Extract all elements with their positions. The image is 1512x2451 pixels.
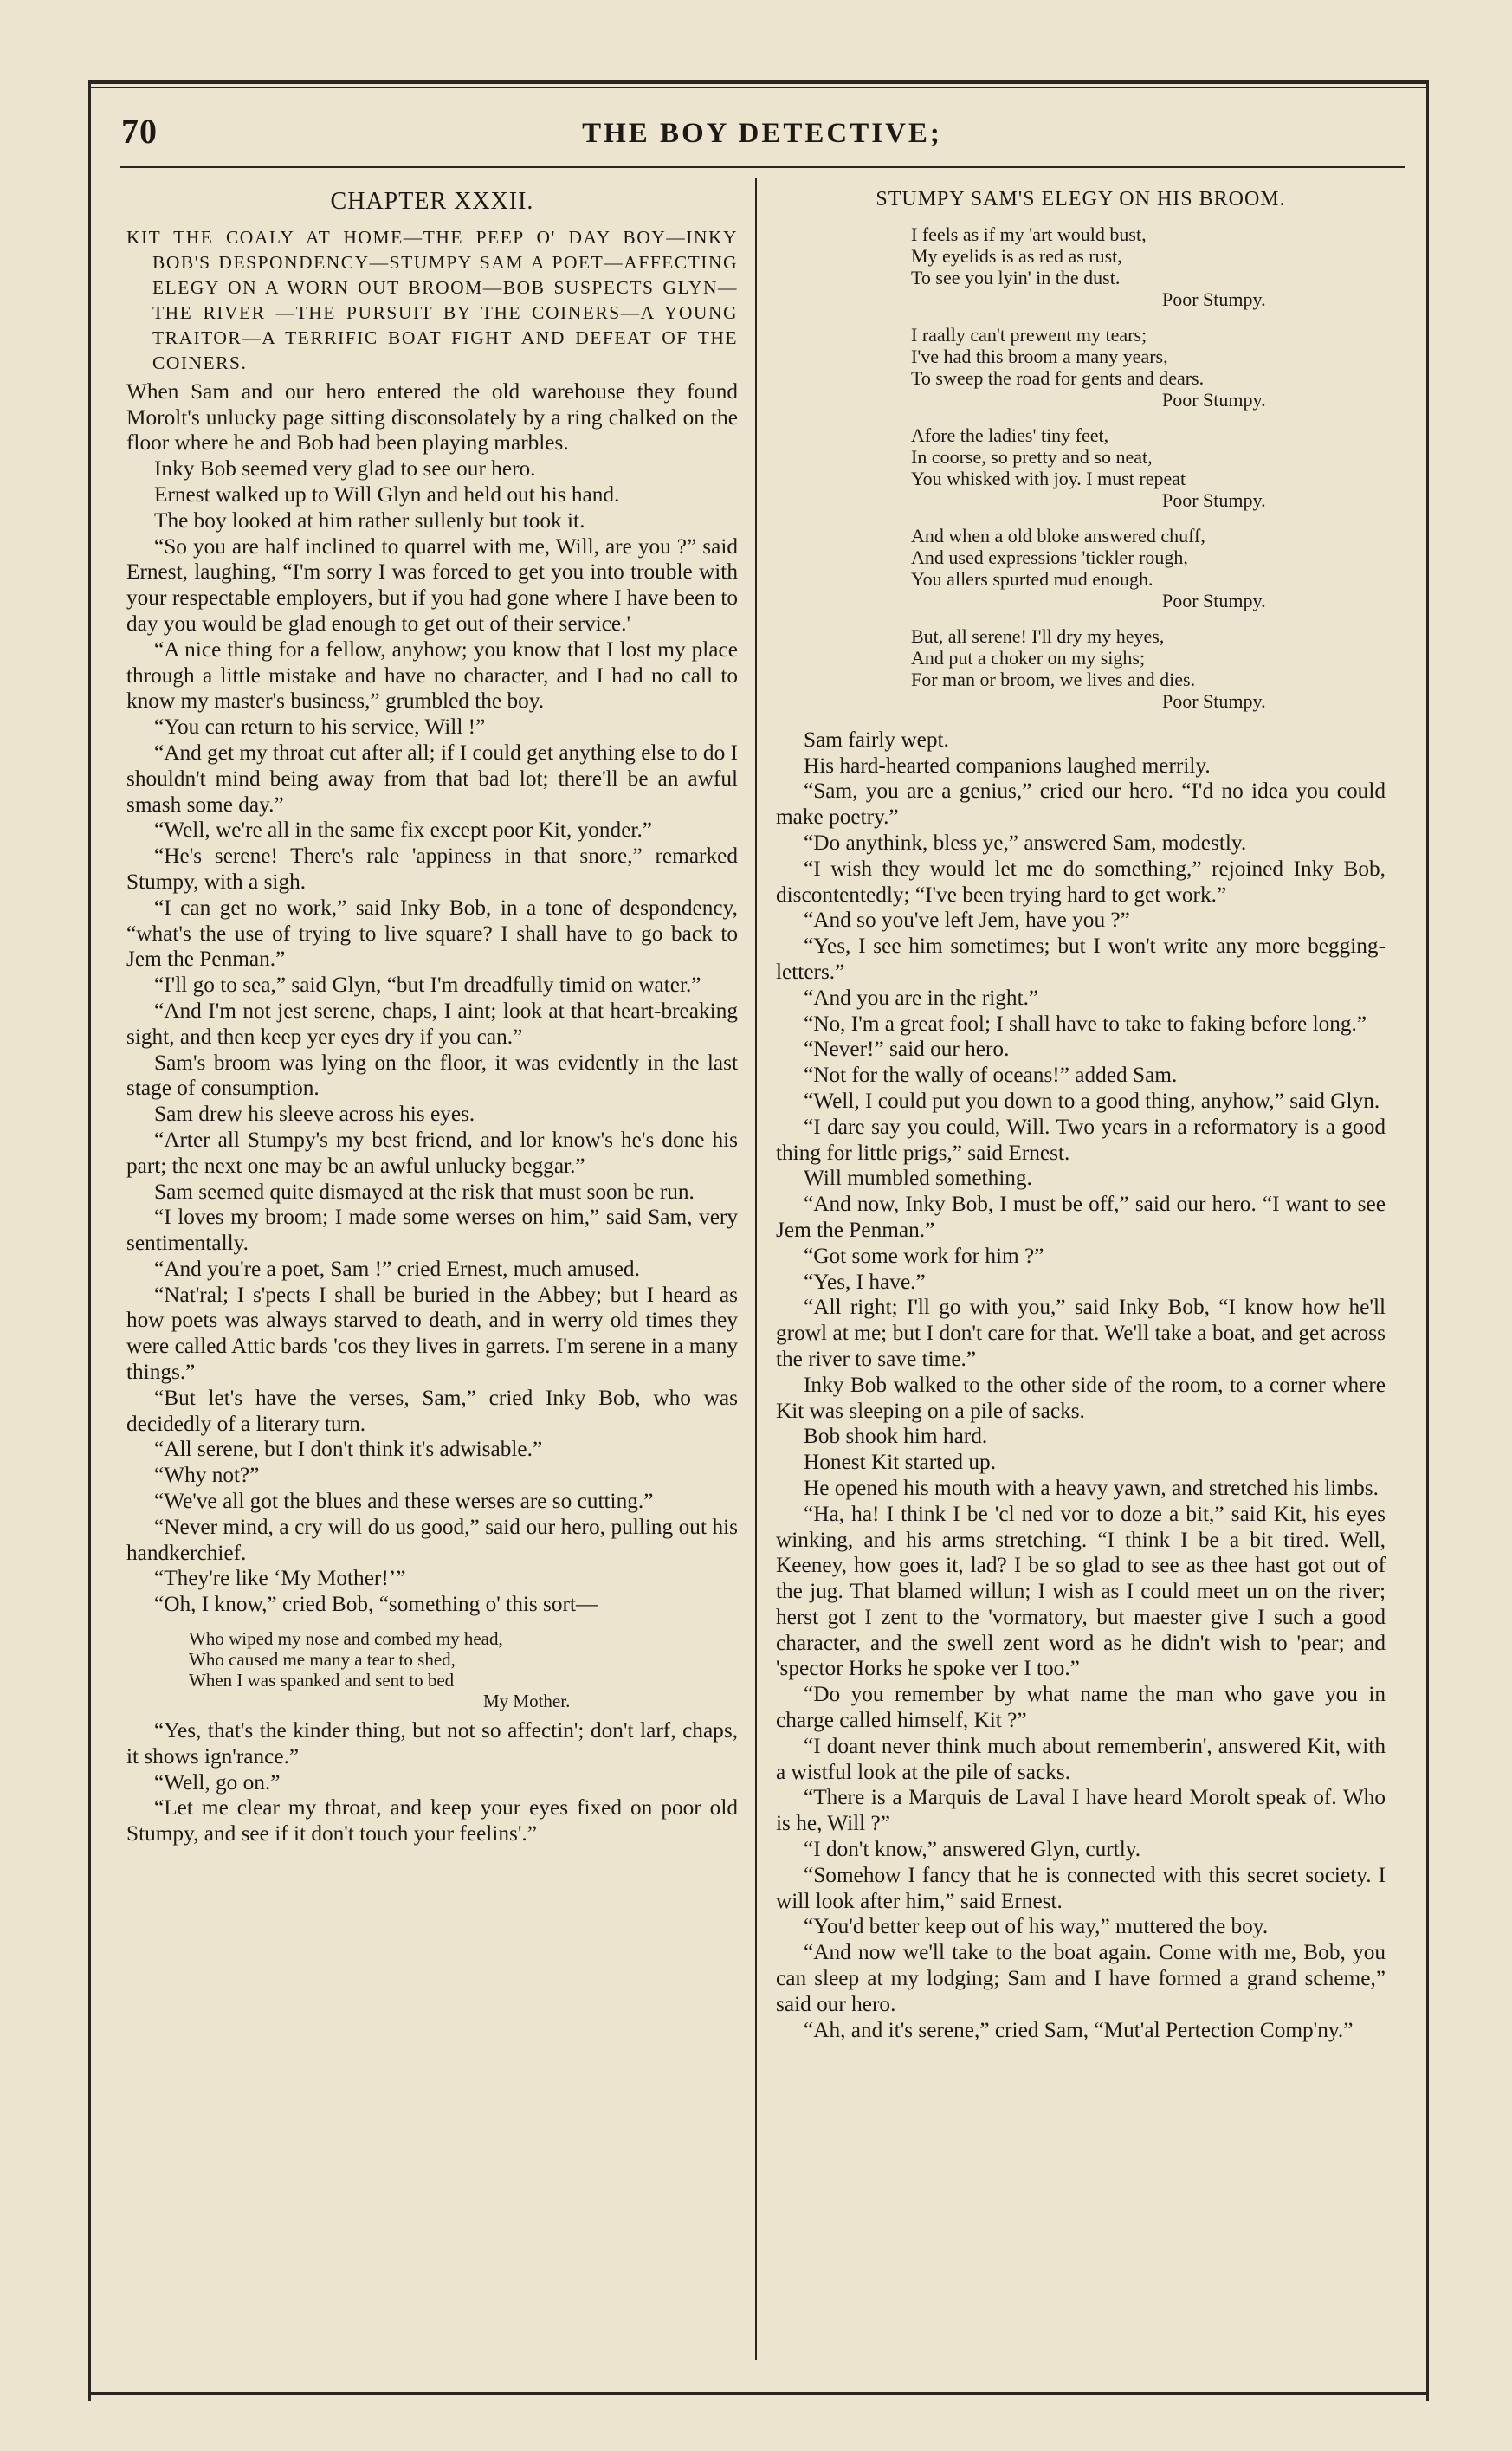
stanza-line: And when a old bloke answered chuff, [911,524,1205,546]
paragraph: “Well, go on.” [154,1769,281,1795]
paragraph: Inky Bob seemed very glad to see our hero. [154,456,536,482]
stanza-line: And put a choker on my sighs; [911,646,1146,669]
elegy-stanza [911,525,1386,611]
stanza-line: I feels as if my 'art would bust, [911,223,1147,245]
stanza-line: To see you lyin' in the dust. [911,266,1121,288]
stanza-line: You allers spurted mud enough. [911,567,1153,590]
paragraph: “Not for the wally of oceans!” added Sam. [804,1063,1178,1088]
paragraph: “Sam, you are a genius,” cried our hero. “I'd no idea you could make poetry.” [776,779,1386,830]
paragraph: “Well, I could put you down to a good thing, anyhow,” said Glyn. [804,1088,1380,1113]
paragraph: “Yes, I have.” [804,1269,926,1294]
verse-line: When I was spanked and sent to bed [189,1670,455,1691]
paragraph: Bob shook him hard. [804,1424,988,1449]
chapter-synopsis: KIT THE COALY AT HOME—THE PEEP O' DAY BOY—INKY BOB'S DESPONDENCY—STUMPY SAM A POET—AFFECTING ELEGY ON A WORN OUT BROOM—BOB SUSPECTS GLYN—THE RIVER —THE PURSUIT BY THE COINERS—A YOUNG TRAITOR—A TERRIFIC BOAT FIGHT AND DEFEAT OF THE COINERS. [126,226,738,373]
paragraph: He opened his mouth with a heavy yawn, and stretched his limbs. [804,1475,1379,1500]
stanza-line: And used expressions 'tickler rough, [911,546,1188,568]
stanza-line: For man or broom, we lives and dies. [911,668,1196,690]
paragraph: His hard-hearted companions laughed merrily. [804,753,1211,778]
paragraph: Inky Bob walked to the other side of the room, to a corner where Kit was sleeping on a pile of sacks. [776,1372,1386,1423]
stanza-refrain: Poor Stumpy. [1162,288,1266,310]
paragraph: “But let's have the verses, Sam,” cried Inky Bob, who was decidedly of a literary turn. [126,1385,738,1436]
elegy-title: STUMPY SAM'S ELEGY ON HIS BROOM. [876,188,1286,210]
page-number: 70 [121,112,158,151]
paragraph: Ernest walked up to Will Glyn and held out his hand. [154,482,620,507]
paragraph: “Arter all Stumpy's my best friend, and lor know's he's done his part; the next one may be an awful unlucky beggar.” [126,1127,738,1178]
paragraph: “There is a Marquis de Laval I have heard Morolt speak of. Who is he, Will ?” [776,1785,1386,1836]
paragraph: “And I'm not jest serene, chaps, I aint; look at that heart-breaking sight, and then keep yer eyes dry if you can.” [126,998,738,1049]
paragraph: Sam's broom was lying on the floor, it was evidently in the last stage of consumption. [126,1050,738,1101]
paragraph: “And now, Inky Bob, I must be off,” said our hero. “I want to see Jem the Penman.” [776,1192,1386,1242]
paragraph: “And so you've left Jem, have you ?” [804,908,1130,933]
paragraph: “Let me clear my throat, and keep your eyes fixed on poor old Stumpy, and see if it don't touch your feelins'.” [126,1795,738,1846]
paragraph: “Do anythink, bless ye,” answered Sam, modestly. [804,830,1247,855]
paragraph: Will mumbled something. [804,1166,1032,1191]
paragraph: “I wish they would let me do something,” rejoined Inky Bob, discontentedly; “I've been trying hard to get work.” [776,856,1386,907]
stanza-line: I raally can't prewent my tears; [911,323,1147,346]
paragraph: “No, I'm a great fool; I shall have to take to faking before long.” [804,1011,1367,1036]
elegy-stanza [911,625,1386,712]
paragraph: “I doant never think much about rememberin', answered Kit, with a wistful look at the pile of sacks. [776,1733,1386,1784]
stanza-line: But, all serene! I'll dry my heyes, [911,624,1165,647]
header-rule [120,166,1405,168]
paragraph: The boy looked at him rather sullenly but took it. [154,508,585,533]
chapter-title: CHAPTER XXXII. [330,188,534,215]
left-column [126,184,738,1847]
frame-left-rule [88,80,91,2401]
left-paragraphs-after-verse [126,1718,738,1847]
stanza-line: To sweep the road for gents and dears. [911,366,1205,389]
paragraph: “Never mind, a cry will do us good,” said our hero, pulling out his handkerchief. [126,1514,738,1565]
verse-refrain: My Mother. [483,1691,571,1712]
stanza-line: In coorse, so pretty and so neat, [911,445,1153,468]
paragraph: “I can get no work,” said Inky Bob, in a tone of despondency, “what's the use of trying to live square? I shall have to go back to Jem the Penman.” [126,895,738,972]
paragraph: Sam drew his sleeve across his eyes. [154,1102,475,1127]
stanza-refrain: Poor Stumpy. [1162,689,1266,712]
paragraph: “Somehow I fancy that he is connected with this secret society. I will look after him,” said Ernest. [776,1862,1386,1913]
paragraph: “Ah, and it's serene,” cried Sam, “Mut'al Pertection Comp'ny.” [804,2017,1354,2042]
paragraph: “And you are in the right.” [804,985,1039,1010]
paragraph: “Never!” said our hero. [804,1037,1010,1062]
paragraph: “A nice thing for a fellow, anyhow; you know that I lost my place through a little mistake and have no character, and I had no call to know my master's business,” grumbled the boy. [126,637,738,714]
paragraph: “So you are half inclined to quarrel with me, Will, are you ?” said Ernest, laughing, “I'm sorry I was forced to get you into trouble with your respectable employers, but if you had gone where I have been to day you would be glad enough to get out of their service.' [126,534,738,636]
paragraph: When Sam and our hero entered the old warehouse they found Morolt's unlucky page sitting disconsolately by a ring chalked on the floor where he and Bob had been playing marbles. [126,378,738,456]
stanza-refrain: Poor Stumpy. [1162,388,1266,411]
stanza-refrain: Poor Stumpy. [1162,488,1266,511]
paragraph: “They're like ‘My Mother!’” [154,1566,406,1591]
paragraph: “All right; I'll go with you,” said Inky Bob, “I know how he'll growl at me; but I don't care for that. We'll take a boat, and get across the river to save time.” [776,1295,1386,1371]
paragraph: “Well, we're all in the same fix except poor Kit, yonder.” [154,818,653,843]
mother-verse [189,1628,738,1711]
paragraph: “Ha, ha! I think I be 'cl ned vor to doze a bit,” said Kit, his eyes winking, and his arms stretching. “I think I be a bit tired. Well, Keeney, how goes it, lad? I be so glad to see as thee hast got out of the jug. That blamed willun; I wish as I could meet un on the river; herst got I zent to the 'vormatory, but maester give I such a good character, and the swell zent word as he didn't wish to 'pear; and 'spector Horks he spoke ver I too.” [776,1501,1386,1681]
paragraph: “Yes, that's the kinder thing, but not so affectin'; don't larf, chaps, it shows ign'rance.” [126,1718,738,1769]
elegy-stanza [911,424,1386,511]
paragraph: “Do you remember by what name the man who gave you in charge called himself, Kit ?” [776,1682,1386,1733]
right-paragraphs [776,728,1386,2044]
paragraph: “Oh, I know,” cried Bob, “something o' this sort— [154,1592,598,1617]
running-title: THE BOY DETECTIVE; [582,118,942,149]
paragraph: “We've all got the blues and these werses are so cutting.” [154,1489,654,1514]
frame-top-rule-thin [88,87,1429,88]
paragraph: “You'd better keep out of his way,” muttered the boy. [804,1914,1269,1939]
paragraph: “Nat'ral; I s'pects I shall be buried in the Abbey; but I heard as how poets was always starved to death, and in werry old times they were called Attic bards 'cos they lives in garrets. I'm serene in a many things.” [126,1282,738,1385]
stanza-line: Afore the ladies' tiny feet, [911,424,1109,446]
elegy-stanza [911,324,1386,411]
paragraph: “He's serene! There's rale 'appiness in that snore,” remarked Stumpy, with a sigh. [126,844,738,894]
paragraph: Sam fairly wept. [804,727,949,752]
paragraph: Honest Kit started up. [804,1450,997,1475]
elegy-stanza [911,223,1386,310]
frame-bottom-rule [88,2392,1429,2395]
paragraph: “You can return to his service, Will !” [154,715,486,740]
left-paragraphs-before-verse [126,379,738,1618]
page-header [121,111,1403,163]
paragraph: “And now we'll take to the boat again. Come with me, Bob, you can sleep at my lodging; Sam and I have formed a grand scheme,” said our hero. [776,1940,1386,2016]
paragraph: “Got some work for him ?” [804,1243,1044,1268]
paragraph: “I don't know,” answered Glyn, curtly. [804,1837,1141,1862]
stanza-line: I've had this broom a many years, [911,345,1168,367]
verse-line: Who caused me many a tear to shed, [189,1649,456,1671]
paragraph: “I dare say you could, Will. Two years in a reformatory is a good thing for little prigs,” said Ernest. [776,1114,1386,1165]
paragraph: “I'll go to sea,” said Glyn, “but I'm dreadfully timid on water.” [154,973,701,998]
paragraph: “Yes, I see him sometimes; but I won't write any more begging-letters.” [776,934,1386,984]
stanza-line: My eyelids is as red as rust, [911,244,1122,267]
elegy-stanzas [776,223,1386,712]
frame-right-rule [1426,80,1429,2401]
paragraph: “Why not?” [154,1463,260,1488]
column-divider [755,178,757,2360]
stanza-line: You whisked with joy. I must repeat [911,467,1186,489]
paragraph: “I loves my broom; I made some werses on him,” said Sam, very sentimentally. [126,1205,738,1256]
paragraph: Sam seemed quite dismayed at the risk that must soon be run. [154,1179,695,1204]
stanza-refrain: Poor Stumpy. [1162,589,1266,611]
paragraph: “And get my throat cut after all; if I could get anything else to do I shouldn't mind being away from that bad lot; there'll be an awful smash some day.” [126,740,738,817]
right-column [776,184,1386,2043]
paragraph: “All serene, but I don't think it's adwisable.” [154,1437,543,1462]
verse-line: Who wiped my nose and combed my head, [189,1628,503,1650]
paragraph: “And you're a poet, Sam !” cried Ernest, much amused. [154,1256,640,1281]
frame-top-rule [88,80,1429,84]
